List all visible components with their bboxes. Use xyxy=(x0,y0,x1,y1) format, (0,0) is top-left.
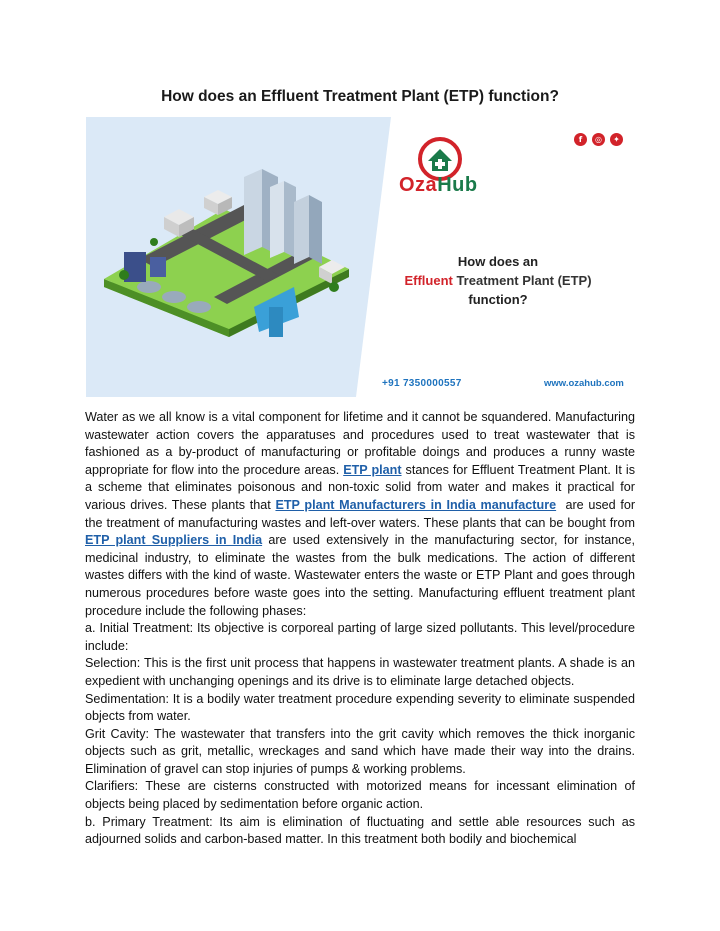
paragraph-intro: Water as we all know is a vital component for lifetime and it cannot be squandered. Manufacturing wastewater action covers the apparatuses and procedures used to treat wastewater that is fashioned as a by-product of manufacturing or profitable doings and produces a runny waste appropriate for flow into the procedure areas. ETP plant stances for Effluent Treatment Plant. It is a scheme that eliminates poisonous and non-toxic solid from water and makes it practical for various drives. These plants that ETP plant Manufacturers in India manufacture are used for the treatment of manufacturing wastes and left-over waters. These plants that can be bought from ETP plant Suppliers in India are used extensively in the manufacturing sector, for instance, medicinal industry, to eliminate the wastes from the bulk medications. The action of different wastes differs with the kind of waste. Wastewater enters the waste or ETP Plant and goes through numerous procedures before waste goes into the setting. Manufacturing effluent treatment plant procedure include the following phases: xyxy=(85,410,636,618)
link-etp-suppliers[interactable]: ETP plant Suppliers in India xyxy=(85,533,263,548)
banner-website: www.ozahub.com xyxy=(544,378,624,389)
page-title: How does an Effluent Treatment Plant (ETP) function? xyxy=(161,88,559,105)
paragraph-sedimentation: Sedimentation: It is a bodily water treatment procedure expending severity to eliminate suspended objects from water. xyxy=(85,691,635,724)
facebook-icon[interactable]: f xyxy=(574,133,587,146)
social-icons xyxy=(574,133,623,146)
banner-image xyxy=(86,117,634,397)
banner-phone: +91 7350000557 xyxy=(382,378,462,389)
article-body xyxy=(85,409,635,849)
banner-heading: How does an Effluent Treatment Plant (ETP) function? xyxy=(404,254,592,307)
paragraph-clarifiers: Clarifiers: These are cisterns constructed with motorized means for incessant elimination of objects being placed by sedimentation before organic action. xyxy=(85,779,635,812)
brand-logo-text: OzaHub xyxy=(399,174,478,196)
city-illustration xyxy=(94,157,359,337)
paragraph-grit-cavity: Grit Cavity: The wastewater that transfers into the grit cavity which removes the thick inorganic objects such as grit, metallic, wreckages and sand which have made their way into the drains. Elimination of gravel can stop injuries of pumps & working problems. xyxy=(85,726,635,776)
instagram-icon[interactable]: ◎ xyxy=(592,133,605,146)
link-etp-manufacturers[interactable]: ETP plant Manufacturers in India manufacture xyxy=(275,497,557,512)
paragraph-primary-treatment: b. Primary Treatment: Its aim is elimination of fluctuating and settle able resources such as adjourned solids and carbon-based matter. In this treatment both bodily and biochemical xyxy=(85,814,635,847)
paragraph-selection: Selection: This is the first unit process that happens in wastewater treatment plants. A shade is an expedient with unchanging openings and its drive is to eliminate large detached objects. xyxy=(85,656,635,688)
twitter-icon[interactable]: ✦ xyxy=(610,133,623,146)
link-etp-plant[interactable]: ETP plant xyxy=(343,462,402,477)
paragraph-initial-treatment: a. Initial Treatment: Its objective is corporeal parting of large sized pollutants. This level/procedure include: xyxy=(85,621,635,653)
